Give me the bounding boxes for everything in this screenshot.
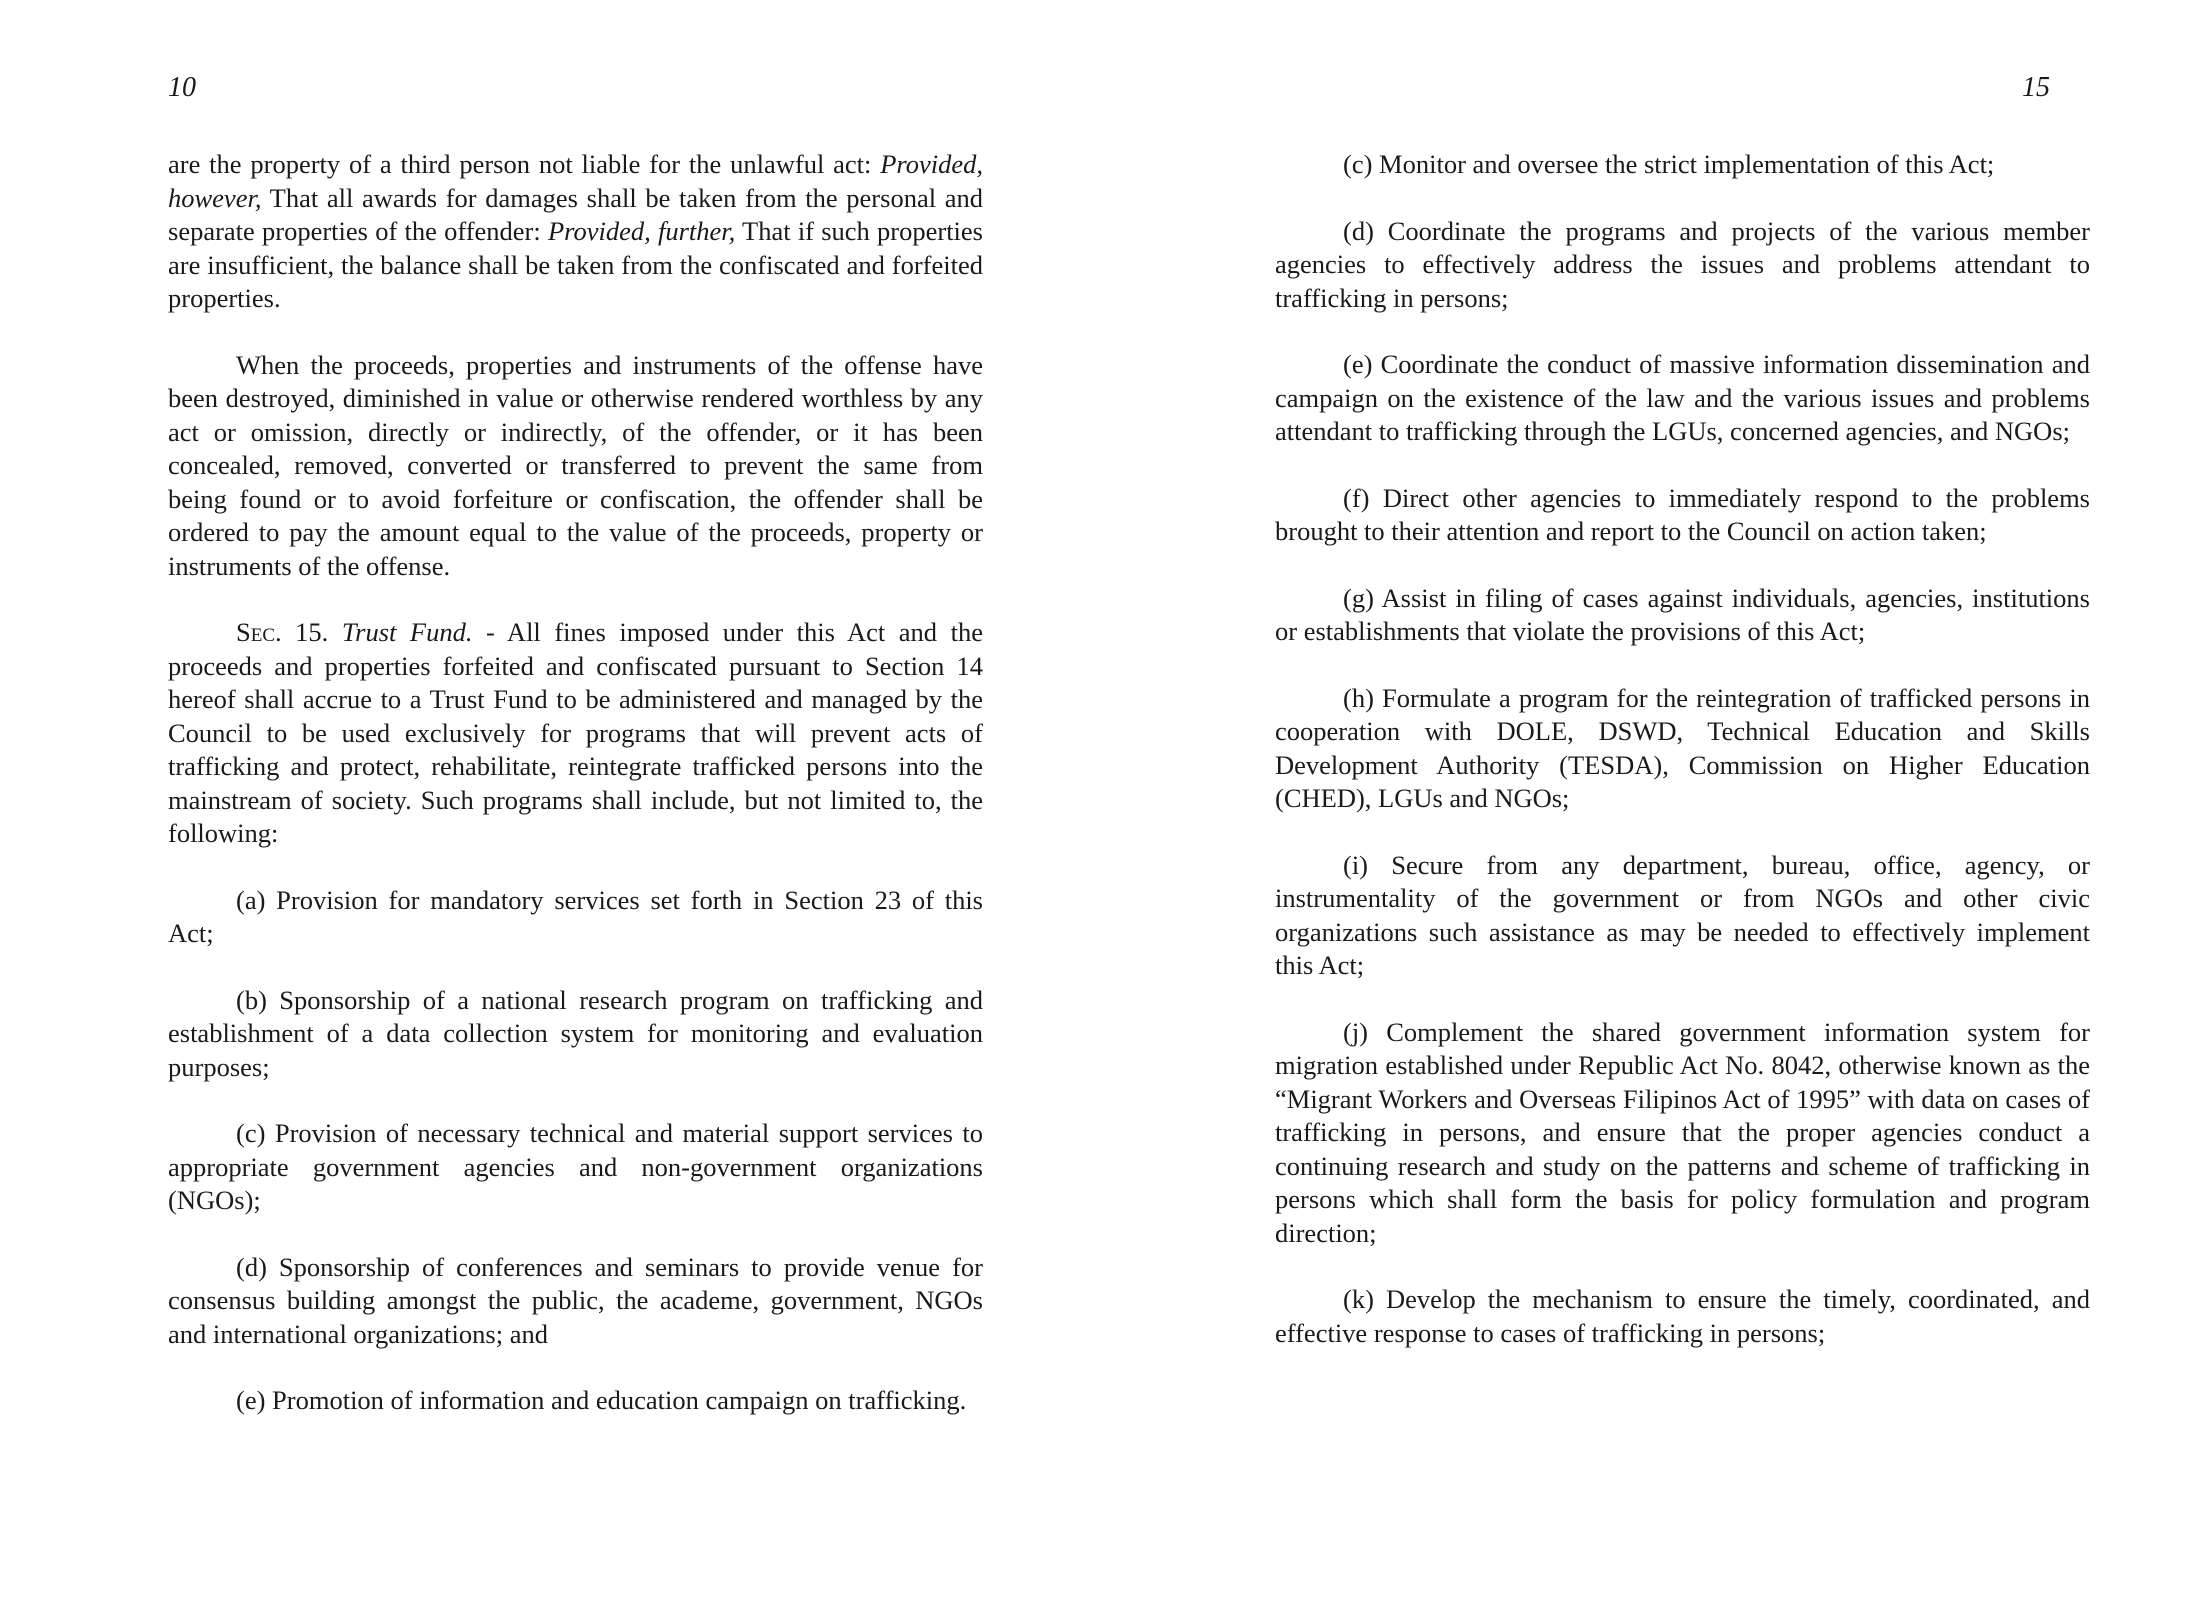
- paragraph: [168, 148, 983, 316]
- list-item: (i) Secure from any department, bureau, office, agency, or instrumentality of the government or from NGOs and other civic organizations such assistance as may be needed to effectively implement this Act;: [1275, 849, 2090, 980]
- text-run: That all awards for damages shall be taken from the personal and separate properties of the offender:: [168, 182, 983, 246]
- text-run: That if such properties are insufficient, the balance shall be taken from the confiscated and forfeited properties.: [168, 216, 983, 313]
- list-item: (c) Provision of necessary technical and material support services to appropriate government agencies and non-government organizations (NGOs);: [168, 1118, 983, 1215]
- right-page: [1100, 0, 2200, 1600]
- right-page-text: [1275, 148, 2090, 1383]
- list-item: (a) Provision for mandatory services set forth in Section 23 of this Act;: [168, 884, 983, 948]
- italic-run: Provided, further,: [547, 216, 736, 246]
- paragraph: When the proceeds, properties and instruments of the offense have been destroyed, diminished in value or otherwise rendered worthless by any act or omission, directly or indirectly, of the offender, or it has been concealed, removed, converted or transferred to prevent the same from being found or to avoid forfeiture or confiscation, the offender shall be ordered to pay the amount equal to the value of the proceeds, property or instruments of the offense.: [168, 349, 983, 581]
- list-item: (e) Promotion of information and education campaign on trafficking.: [236, 1385, 967, 1415]
- italic-run: Provided, however,: [168, 149, 983, 213]
- list-item: (g) Assist in filing of cases against individuals, agencies, institutions or establishments that violate the provisions of this Act;: [1275, 582, 2090, 646]
- text-run: are the property of a third person not liable for the unlawful act:: [168, 149, 881, 179]
- list-item: (k) Develop the mechanism to ensure the timely, coordinated, and effective response to cases of trafficking in persons;: [1275, 1284, 2090, 1348]
- section-15-paragraph: [168, 616, 983, 851]
- page-number: 10: [168, 72, 196, 103]
- list-item: (f) Direct other agencies to immediately respond to the problems brought to their attention and report to the Council on action taken;: [1275, 482, 2090, 546]
- left-page-text: [168, 148, 983, 1451]
- page-number: 15: [2022, 72, 2050, 103]
- list-item: (b) Sponsorship of a national research program on trafficking and establishment of a data collection system for monitoring and evaluation purposes;: [168, 984, 983, 1082]
- list-item: (c) Monitor and oversee the strict implementation of this Act;: [1343, 149, 1995, 179]
- list-item: (e) Coordinate the conduct of massive information dissemination and campaign on the existence of the law and the various issues and problems attendant to trafficking through the LGUs, concerned agencies, and NGOs;: [1275, 349, 2090, 446]
- section-label: Sec. 15.: [236, 617, 329, 647]
- section-title: Trust Fund.: [341, 617, 473, 647]
- section-body: - All fines imposed under this Act and the proceeds and properties forfeited and confiscated pursuant to Section 14 hereof shall accrue to a Trust Fund to be administered and managed by the Council to be used exclusively for programs that will prevent acts of trafficking and protect, rehabilitate, reintegrate trafficked persons into the mainstream of society. Such programs shall include, but not limited to, the following:: [168, 617, 983, 848]
- list-item: (h) Formulate a program for the reintegration of trafficked persons in cooperation with DOLE, DSWD, Technical Education and Skills Development Authority (TESDA), Commission on Higher Education (CHED), LGUs and NGOs;: [1275, 682, 2090, 813]
- list-item: (j) Complement the shared government information system for migration established under Republic Act No. 8042, otherwise known as the “Migrant Workers and Overseas Filipinos Act of 1995” with data on cases of trafficking in persons, and ensure that the proper agencies conduct a continuing research and study on the patterns and scheme of trafficking in persons which shall form the basis for policy formulation and program direction;: [1275, 1016, 2090, 1248]
- list-item: (d) Sponsorship of conferences and seminars to provide venue for consensus building amongst the public, the academe, government, NGOs and international organizations; and: [168, 1251, 983, 1349]
- list-item: (d) Coordinate the programs and projects of the various member agencies to effectively address the issues and problems attendant to trafficking in persons;: [1275, 215, 2090, 313]
